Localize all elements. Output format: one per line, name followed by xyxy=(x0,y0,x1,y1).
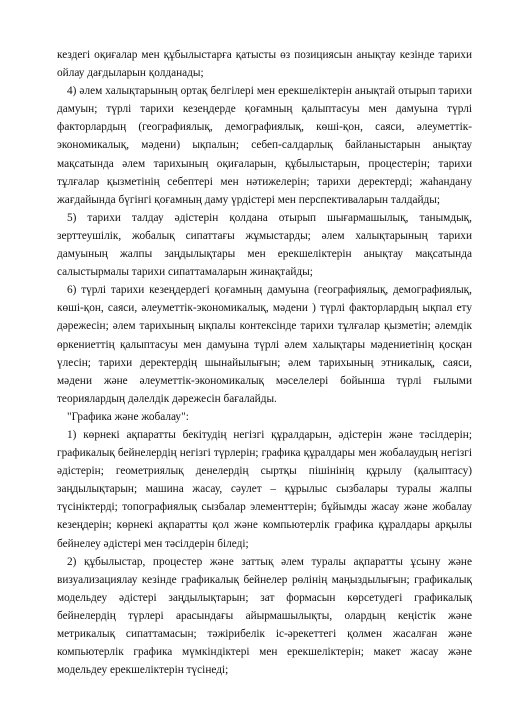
paragraph-item-1: 1) көрнекі ақпаратты бекітудің негізгі құралдарын, әдістерін және тәсілдерін; графикалық бейнелердің негізгі түрлерін; графика құралдары мен жобалаудың негізгі әдістерін; геометриялық денелердің сыртқы пішінінің құрылу (қалыптасу) заңдылықтарын; машина жасау, сәулет – құрылыс сызбалары туралы жалпы түсініктерді; топографиялық сызбалар элементтерін; бұйымды жасау және жобалау кезеңдерін; көрнекі ақпаратты қол және компьютерлік графика құралдары арқылы бейнелеу әдістері мен тәсілдерін біледі; xyxy=(57,428,472,550)
paragraph-item-2: 2) құбылыстар, процестер және заттық әлем туралы ақпаратты ұсыну және визуализациялау кезінде графикалық бейнелер рөлінің маңыздылығын; графикалық модельдеу әдістері заңдылықтарын; зат формасын көрсетудегі графикалық бейнелердің түрлері арасындағы айырмашылықты, олардың кеңістік және метрикалық сипаттамасын; тәжірибелік іс-әрекеттегі қолмен жасалған және компьютерлік графика мүмкіндіктері мен ерекшеліктерін; макет жасау және модельдеу ерекшеліктерін түсінеді; xyxy=(57,555,472,677)
paragraph-item-4: 4) әлем халықтарының ортақ белгілері мен ерекшеліктерін анықтай отырып тарихи дамуын; түрлі тарихи кезеңдерде қоғамның қалыптасуы мен дамуына түрлі факторлардың (географиялық, демографиялық, көші-қон, саяси, әлеуметтік-экономикалық, мәдени) ықпалын; себеп-салдарлық байланыстарын анықтау мақсатында әлем тарихының оқиғаларын, құбылыстарын, процестерін; тарихи тұлғалар қызметінің себептері мен нәтижелерін; тарихи деректерді; жаһандану жағдайында бүгінгі қоғамның даму үрдістері мен перспективаларын талдайды; xyxy=(57,85,472,206)
paragraph-continuation: кездегі оқиғалар мен құбылыстарға қатысты өз позициясын анықтау кезінде тарихи ойлау дағдыларын қолданады; xyxy=(57,49,472,80)
paragraph-item-5: 5) тарихи талдау әдістерін қолдана отырып шығармашылық, танымдық, зерттеушілік, жобалық сипаттағы жұмыстарды; әлем халықтарының тарихи дамуының жалпы заңдылықтары мен ерекшеліктерін анықтау мақсатында салыстырмалы тарихи сипаттамаларын жинақтайды; xyxy=(57,211,472,279)
section-heading-graphics-design: "Графика және жобалау": xyxy=(67,410,189,423)
paragraph-item-6: 6) түрлі тарихи кезеңдердегі қоғамның дамуына (географиялық, демографиялық, көші-қон, саяси, әлеуметтік-экономикалық, мәдени ) түрлі факторлардың ықпал ету дәрежесін; әлем тарихының ықпалы контексінде тарихи тұлғалар қызметін; әлемдік өркениеттің қалыптасуы мен дамуына түрлі әлем халықтары мәдениетінің қосқан үлесін; тарихи деректердің шынайылығын; әлем тарихының этникалық, саяси, мәдени және әлеуметтік-экономикалық мәселелері бойынша түрлі ғылыми теориялардың дәлелдік дәрежесін бағалайды. xyxy=(57,284,472,405)
